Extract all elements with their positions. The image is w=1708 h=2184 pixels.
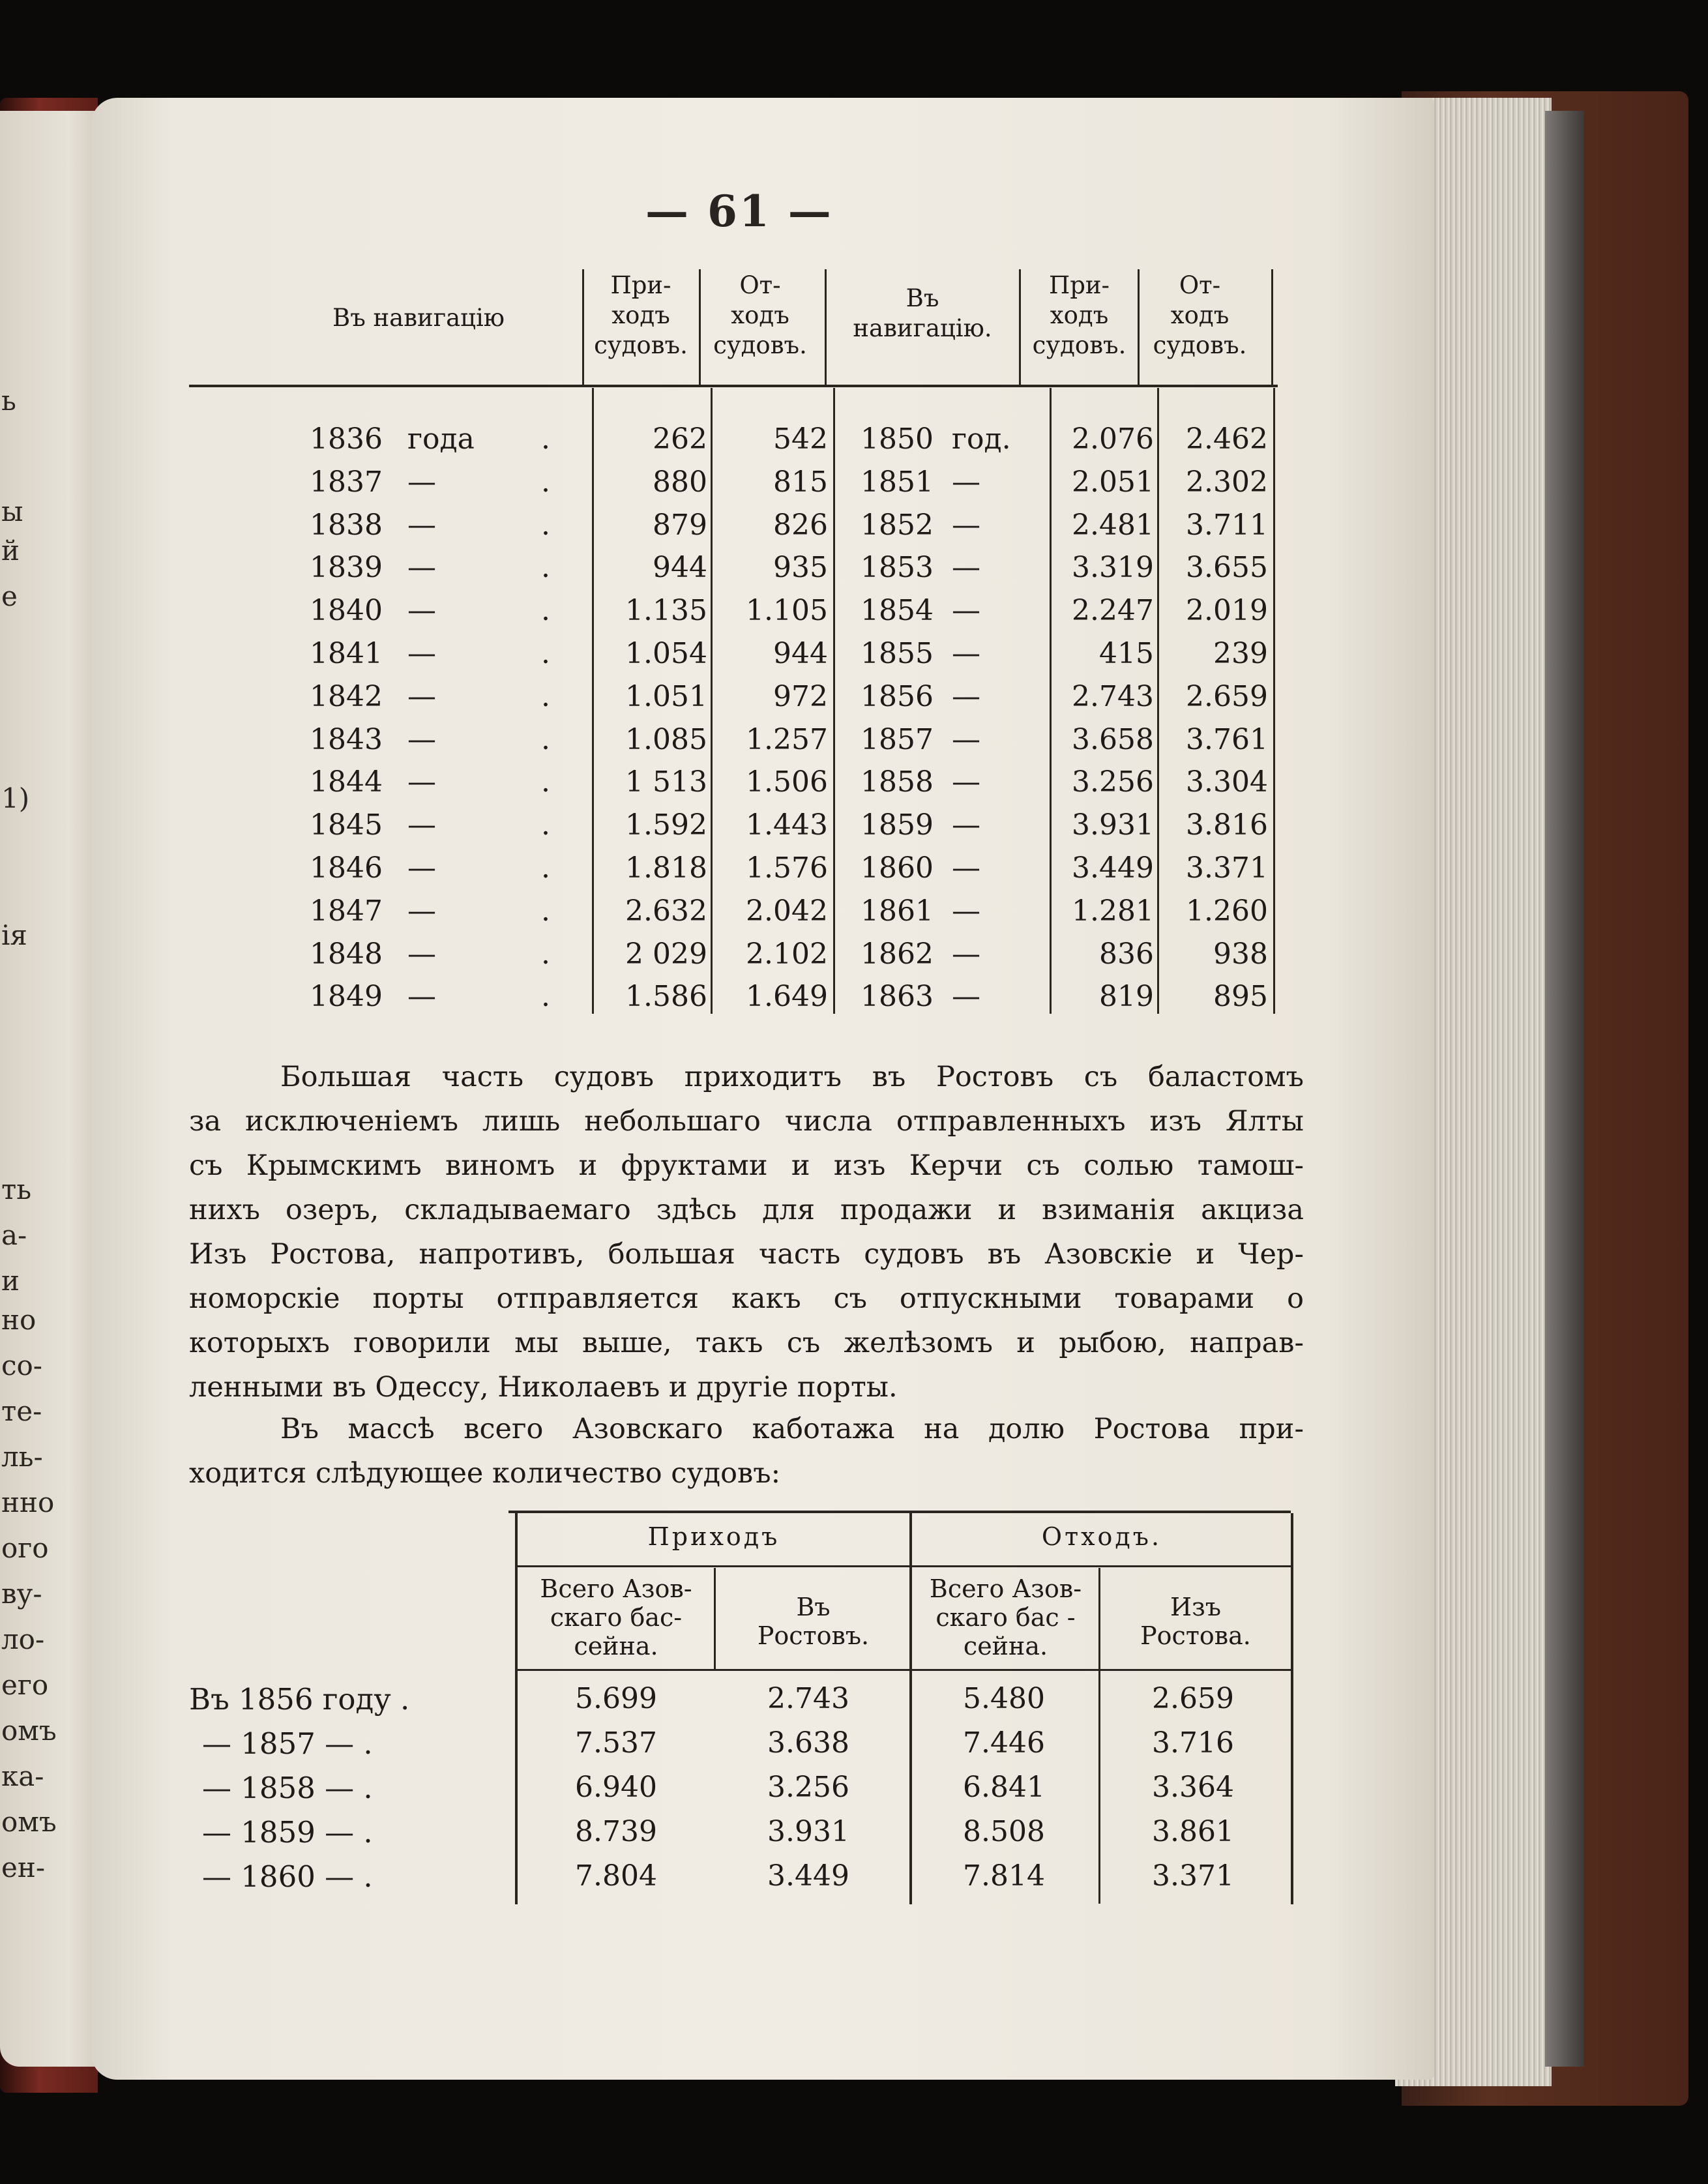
text-line: съ Крымскимъ виномъ и фруктами и изъ Керчи съ солью тамош-	[189, 1149, 1304, 1182]
left-fragment: ен-	[1, 1852, 46, 1883]
left-fragment: ь	[1, 385, 16, 417]
header-arrival-right	[1022, 271, 1136, 361]
unit-right: год.	[952, 422, 1011, 456]
table-row	[189, 808, 1278, 851]
year-right: 1861	[861, 894, 934, 928]
header-bottom-rule	[515, 1669, 1291, 1671]
unit-right: —	[952, 808, 980, 842]
left-fragment: нно	[1, 1486, 55, 1518]
total-arrivals: 7.537	[575, 1726, 657, 1760]
left-fragment: ву-	[1, 1578, 42, 1610]
arrivals-rostov: 2.743	[767, 1682, 849, 1715]
departures-left: 2.042	[746, 894, 828, 928]
text-line: ленными въ Одессу, Николаевъ и другіе порты.	[189, 1371, 898, 1404]
left-fragment: е	[1, 580, 18, 612]
arrivals-rostov: 3.256	[767, 1771, 849, 1804]
departures-right: 1.260	[1186, 894, 1268, 928]
departures-left: 1.257	[746, 722, 828, 756]
year-left: 1837	[310, 465, 383, 499]
dot-left: .	[541, 422, 550, 456]
arrivals-right: 2.481	[1072, 508, 1154, 542]
arrivals-rostov: 3.931	[767, 1815, 849, 1848]
group-rule	[515, 1565, 1291, 1567]
unit-right: —	[952, 765, 980, 799]
departures-right: 3.371	[1186, 851, 1268, 885]
dot-left: .	[541, 722, 550, 756]
year-left: 1839	[310, 551, 383, 585]
unit-right: —	[952, 894, 980, 928]
arrivals-right: 415	[1099, 637, 1154, 670]
table-row	[189, 937, 1278, 981]
table-row	[189, 422, 1278, 465]
year-left: 1848	[310, 937, 383, 971]
departures-right: 2.659	[1186, 679, 1268, 713]
unit-right: —	[952, 937, 980, 971]
arrivals-right: 819	[1099, 980, 1154, 1014]
departures-left: 826	[773, 508, 828, 542]
departures-right: 2.019	[1186, 594, 1268, 628]
table-row	[189, 765, 1278, 808]
header-line: ходъ	[611, 301, 670, 329]
year-right: 1860	[861, 851, 934, 885]
arrivals-left: 1.054	[625, 637, 707, 670]
header-line: При-	[610, 271, 671, 299]
departures-right: 895	[1213, 980, 1268, 1014]
header-navigation-left: Въ навигацію	[332, 304, 505, 332]
dot-left: .	[541, 679, 550, 713]
table-row	[189, 851, 1278, 894]
departures-right: 3.816	[1186, 808, 1268, 842]
header-line: сейна.	[574, 1632, 658, 1660]
departures-right: 239	[1213, 637, 1268, 670]
arrivals-rostov: 3.449	[767, 1859, 849, 1893]
departures-left: 542	[773, 422, 828, 456]
unit-left: —	[407, 851, 436, 885]
header-arrival: Приходъ	[647, 1522, 780, 1551]
unit-left: —	[407, 937, 436, 971]
header-total-basin-arrival	[518, 1574, 714, 1660]
year-right: 1858	[861, 765, 934, 799]
unit-left: —	[407, 508, 436, 542]
table-row	[189, 637, 1278, 680]
left-fragment: но	[1, 1304, 37, 1336]
header-line: Въ	[796, 1593, 831, 1621]
year-left: 1846	[310, 851, 383, 885]
dot-left: .	[541, 937, 550, 971]
departures-left: 944	[773, 637, 828, 670]
departures-left: 935	[773, 551, 828, 585]
left-fragment: ль-	[1, 1441, 43, 1473]
departures-right: 2.462	[1186, 422, 1268, 456]
year-left: 1849	[310, 980, 383, 1014]
arrivals-left: 2.632	[625, 894, 707, 928]
arrivals-right: 2.076	[1072, 422, 1154, 456]
text-line: Большая часть судовъ приходитъ въ Ростовъ съ баластомъ	[280, 1061, 1304, 1093]
departures-left: 1.443	[746, 808, 828, 842]
arrivals-right: 3.319	[1072, 551, 1154, 585]
header-line: Въ	[906, 284, 939, 312]
table-row	[189, 551, 1278, 594]
year-left: 1841	[310, 637, 383, 670]
unit-right: —	[952, 637, 980, 670]
header-to-rostov	[717, 1593, 909, 1650]
year-right: 1852	[861, 508, 934, 542]
header-line: ходъ	[1170, 301, 1229, 329]
year-right: 1850	[861, 422, 934, 456]
unit-left: —	[407, 551, 436, 585]
header-line: Изъ	[1170, 1593, 1222, 1621]
departures-right: 2.302	[1186, 465, 1268, 499]
left-fragment: ія	[1, 919, 27, 951]
table-row	[189, 980, 1278, 1023]
left-fragment: те-	[1, 1395, 42, 1427]
header-line: судовъ.	[594, 331, 688, 359]
unit-right: —	[952, 508, 980, 542]
header-divider	[582, 269, 584, 385]
text-line: за исключеніемъ лишь небольшаго числа отправленныхъ изъ Ялты	[189, 1105, 1304, 1138]
header-line: Ростовъ.	[757, 1621, 870, 1650]
dot-left: .	[541, 980, 550, 1014]
header-divider	[1271, 269, 1273, 385]
header-navigation-right	[828, 284, 1017, 344]
table-row	[189, 594, 1278, 637]
row-label: Въ 1856 году .	[189, 1682, 410, 1717]
dot-left: .	[541, 851, 550, 885]
year-right: 1862	[861, 937, 934, 971]
arrivals-left: 1.592	[625, 808, 707, 842]
unit-left: —	[407, 637, 436, 670]
table-row	[189, 723, 1278, 766]
arrivals-right: 3.449	[1072, 851, 1154, 885]
header-line: Всего Азов-	[540, 1574, 692, 1603]
arrivals-left: 1.085	[625, 722, 707, 756]
left-fragment: омъ	[1, 1715, 57, 1747]
total-arrivals: 5.699	[575, 1682, 657, 1715]
header-line: Ростова.	[1140, 1621, 1251, 1650]
header-departure-left	[701, 271, 819, 361]
arrivals-left: 1.586	[625, 980, 707, 1014]
year-right: 1854	[861, 594, 934, 628]
unit-right: —	[952, 465, 980, 499]
unit-right: —	[952, 980, 980, 1014]
left-fragment: омъ	[1, 1806, 57, 1838]
year-left: 1847	[310, 894, 383, 928]
header-line: От-	[1179, 271, 1221, 299]
unit-left: года	[407, 422, 475, 456]
arrivals-right: 3.658	[1072, 722, 1154, 756]
dot-left: .	[541, 894, 550, 928]
unit-right: —	[952, 551, 980, 585]
left-fragment: ка-	[1, 1760, 44, 1792]
table-row	[189, 465, 1278, 509]
unit-left: —	[407, 980, 436, 1014]
left-fragment: ы	[1, 495, 23, 527]
total-departures: 6.841	[963, 1771, 1045, 1804]
total-departures: 7.814	[963, 1859, 1045, 1893]
azov-cabotage-table	[189, 1509, 1310, 1913]
year-right: 1851	[861, 465, 934, 499]
total-arrivals: 8.739	[575, 1815, 657, 1848]
arrivals-left: 1.051	[625, 679, 707, 713]
arrivals-right: 1.281	[1072, 894, 1154, 928]
left-fragment: 1)	[1, 782, 30, 814]
row-label: — 1857 — .	[202, 1726, 373, 1761]
header-line: От-	[739, 271, 781, 299]
unit-left: —	[407, 808, 436, 842]
paragraph-2	[189, 1407, 1304, 1496]
page-edge-shadow	[1545, 111, 1584, 2067]
left-fragment: ть	[1, 1173, 32, 1205]
header-line: ходъ	[731, 301, 789, 329]
dot-left: .	[541, 637, 550, 670]
header-departure-right	[1140, 271, 1260, 361]
navigation-table-header	[189, 264, 1278, 387]
left-fragment: й	[1, 535, 20, 567]
header-line: Всего Азов-	[929, 1574, 1082, 1603]
year-right: 1853	[861, 551, 934, 585]
arrivals-right: 2.051	[1072, 465, 1154, 499]
departures-right: 938	[1213, 937, 1268, 971]
header-line: ходъ	[1050, 301, 1109, 329]
column-rule	[714, 1568, 716, 1669]
departures-left: 1.649	[746, 980, 828, 1014]
arrivals-left: 1.135	[625, 594, 707, 628]
header-line: сейна.	[963, 1632, 1048, 1660]
departures-right: 3.711	[1186, 508, 1268, 542]
left-fragment: и	[1, 1265, 20, 1297]
arrivals-right: 2.247	[1072, 594, 1154, 628]
column-rule	[515, 1513, 518, 1904]
table-row	[189, 894, 1278, 937]
departures-left: 1.576	[746, 851, 828, 885]
header-line: судовъ.	[1032, 331, 1126, 359]
dot-left: .	[541, 765, 550, 799]
unit-left: —	[407, 594, 436, 628]
dot-left: .	[541, 808, 550, 842]
header-line: судовъ.	[1153, 331, 1247, 359]
header-total-basin-departure	[913, 1574, 1098, 1660]
text-line: Въ массѣ всего Азовскаго каботажа на долю Ростова при-	[280, 1413, 1304, 1445]
page-number: — 61 —	[645, 186, 833, 237]
arrivals-left: 880	[653, 465, 707, 499]
departures-left: 1.105	[746, 594, 828, 628]
header-line: скаго бас-	[550, 1603, 683, 1632]
header-arrival-left	[585, 271, 696, 361]
departures-left: 1.506	[746, 765, 828, 799]
header-divider	[1019, 269, 1021, 385]
total-arrivals: 7.804	[575, 1859, 657, 1893]
text-line: которыхъ говорили мы выше, такъ съ желѣзомъ и рыбою, направ-	[189, 1327, 1304, 1359]
navigation-table	[189, 264, 1278, 1014]
row-label: — 1859 — .	[202, 1815, 373, 1850]
left-fragment: ло-	[1, 1623, 45, 1655]
departures-right: 3.304	[1186, 765, 1268, 799]
dot-left: .	[541, 508, 550, 542]
unit-left: —	[407, 465, 436, 499]
unit-right: —	[952, 722, 980, 756]
year-left: 1842	[310, 679, 383, 713]
arrivals-left: 262	[653, 422, 707, 456]
column-rule	[909, 1513, 912, 1904]
total-departures: 8.508	[963, 1815, 1045, 1848]
departures-left: 2.102	[746, 937, 828, 971]
arrivals-right: 836	[1099, 937, 1154, 971]
table-row	[189, 509, 1278, 552]
year-left: 1840	[310, 594, 383, 628]
year-left: 1845	[310, 808, 383, 842]
total-arrivals: 6.940	[575, 1771, 657, 1804]
unit-right: —	[952, 851, 980, 885]
left-fragment: ого	[1, 1532, 49, 1564]
paragraph-1	[189, 1055, 1304, 1409]
departures-rostov: 3.861	[1152, 1815, 1234, 1848]
departures-left: 972	[773, 679, 828, 713]
unit-right: —	[952, 679, 980, 713]
unit-right: —	[952, 594, 980, 628]
year-left: 1843	[310, 722, 383, 756]
departures-right: 3.761	[1186, 722, 1268, 756]
departures-rostov: 3.371	[1152, 1859, 1234, 1893]
header-line: скаго бас -	[935, 1603, 1076, 1632]
year-right: 1855	[861, 637, 934, 670]
dot-left: .	[541, 465, 550, 499]
year-left: 1844	[310, 765, 383, 799]
dot-left: .	[541, 551, 550, 585]
unit-left: —	[407, 894, 436, 928]
total-departures: 5.480	[963, 1682, 1045, 1715]
arrivals-right: 2.743	[1072, 679, 1154, 713]
left-fragment: его	[1, 1669, 49, 1701]
header-departure: Отходъ.	[1041, 1522, 1162, 1551]
unit-left: —	[407, 765, 436, 799]
header-line: При-	[1048, 271, 1110, 299]
row-label: — 1858 — .	[202, 1771, 373, 1805]
departures-rostov: 2.659	[1152, 1682, 1234, 1715]
arrivals-left: 1 513	[625, 765, 707, 799]
header-divider	[699, 269, 701, 385]
header-line: судовъ.	[713, 331, 807, 359]
table-row	[189, 680, 1278, 723]
unit-left: —	[407, 679, 436, 713]
left-fragment: со-	[1, 1350, 42, 1381]
arrivals-left: 879	[653, 508, 707, 542]
dot-left: .	[541, 594, 550, 628]
text-line: ходится слѣдующее количество судовъ:	[189, 1457, 781, 1490]
year-right: 1863	[861, 980, 934, 1014]
header-divider	[825, 269, 827, 385]
unit-left: —	[407, 722, 436, 756]
header-line: навигацію.	[853, 314, 992, 342]
arrivals-left: 1.818	[625, 851, 707, 885]
arrivals-rostov: 3.638	[767, 1726, 849, 1760]
header-from-rostov	[1100, 1593, 1291, 1650]
arrivals-left: 944	[653, 551, 707, 585]
arrivals-right: 3.256	[1072, 765, 1154, 799]
departures-right: 3.655	[1186, 551, 1268, 585]
year-right: 1859	[861, 808, 934, 842]
year-left: 1836	[310, 422, 383, 456]
text-line: номорскіе порты отправляется какъ съ отпускными товарами о	[189, 1282, 1304, 1315]
arrivals-left: 2 029	[625, 937, 707, 971]
departures-rostov: 3.364	[1152, 1771, 1234, 1804]
arrivals-right: 3.931	[1072, 808, 1154, 842]
text-line: нихъ озеръ, складываемаго здѣсь для продажи и взиманія акциза	[189, 1194, 1304, 1226]
column-rule	[1291, 1513, 1293, 1904]
total-departures: 7.446	[963, 1726, 1045, 1760]
year-left: 1838	[310, 508, 383, 542]
departures-left: 815	[773, 465, 828, 499]
text-line: Изъ Ростова, напротивъ, большая часть судовъ въ Азовскіе и Чер-	[189, 1238, 1304, 1271]
left-fragment: а-	[1, 1219, 27, 1251]
year-right: 1857	[861, 722, 934, 756]
year-right: 1856	[861, 679, 934, 713]
row-label: — 1860 — .	[202, 1859, 373, 1894]
table-top-rule	[508, 1511, 1291, 1513]
departures-rostov: 3.716	[1152, 1726, 1234, 1760]
